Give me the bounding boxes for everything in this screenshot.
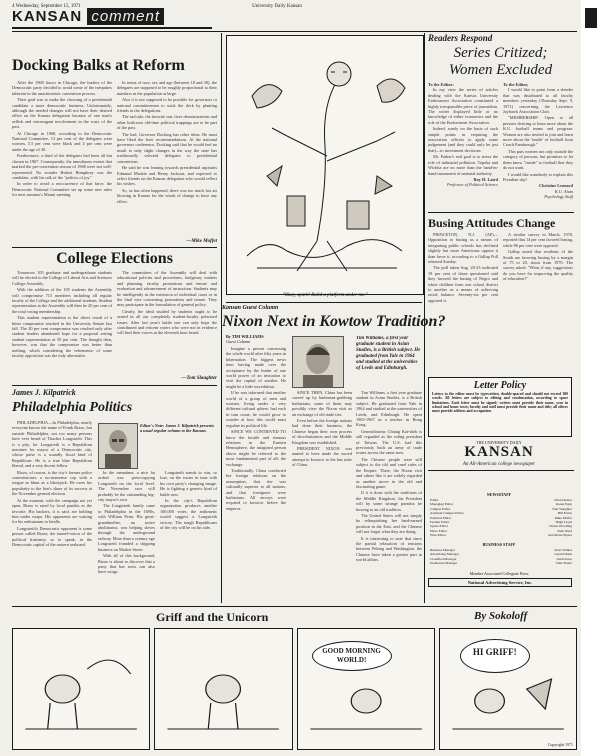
advertising-service-box: National Advertising Service, Inc. xyxy=(428,578,572,587)
news-headline: Busing Attitudes Change xyxy=(428,216,556,230)
column-col-2: In the meantime, a nice fat ordeal was preoccupying Longstreth on the local level. The November race will probably be the outstanding big-city mayor's race. The Longstreth family came to Philadelphia in the 1690s, with William Penn. His great-grandmother, an active abolitionist, was helping slaves through the underground railway. More than a century ago Longstreth founded a shipping business on Market Street. With all of this background, Rizzo is about to discover that a party that has roots can also have wings. xyxy=(98,470,155,575)
editorial-headline: Docking Balks at Reform xyxy=(12,57,185,74)
guest-photo xyxy=(292,336,344,388)
letter-policy-box xyxy=(428,377,572,437)
staff-row: Photo Editor Rick Ward xyxy=(430,528,572,533)
comic-panel-2 xyxy=(154,628,292,750)
masthead-rule xyxy=(12,27,212,29)
divider xyxy=(428,212,574,213)
portrait-illustration xyxy=(99,424,137,468)
staff-row: Editor David Rotter xyxy=(430,498,572,502)
editorial-byline: —Tom Slaughter xyxy=(181,376,217,381)
comics-rule xyxy=(12,606,577,607)
divider xyxy=(226,302,422,303)
newsstaff-label: NEWSSTAFF xyxy=(486,492,512,497)
cartoon-illustration xyxy=(227,36,423,294)
editorial-headline: College Elections xyxy=(56,250,173,267)
comic-strip xyxy=(12,628,577,750)
guest-column-headline: Nixon Next in Kowtow Tradition? xyxy=(222,313,446,330)
column-col-1: PHILADELPHIA—In Philadelphia, nearly everyone knows the name of Frank Rizzo, but outside Philadelphia, not too many persons have ever heard of Thacher Longstreth. This is a pity, for Longstreth is a Republican nominee for mayor of a Democratic city, whose pulse is a soundly fiscal kind of Republican. He is a true blue Republican liberal, and a very decent fellow. Rizzo, of course, is the city's former police commissioner, a no-nonsense cop with a tongue as blunt as a blackjack. He owes his popularity to the lion's share of its success at the November general election. At the moment, with the campaign not yet open, Rizzo is rated by local pundits as the favorite. His backers, it is said, are holding him under wraps. His opponents are waiting for his enthusiasm to kindle. Longstreth's Democratic opponent is some person called Rizzo; the tunnel-vision of the political fraternity, so to speak, in the Democratic capital of the eastern seaboard. xyxy=(12,420,92,547)
news-col-1: PRINCETON, N.J. (AP)—Opposition to busing as a means of integrating public schools has declined slightly but more Americans oppose it than favor it, according to a Gallup Poll released Sunday. The poll taken Aug. 20-23 indicated 19 per cent of those questioned said they favored the busing of Negro and white children from one school district to another as a means of achieving racial balance. Seventy-six per cent opposed it. xyxy=(428,232,498,303)
readers-headline: Series Critized; Women Excluded xyxy=(448,45,553,78)
staff-row: Assistant Campus Editor Bill Erwin xyxy=(430,511,572,516)
comic-panel-3 xyxy=(297,628,435,750)
letter-2: To the Editor, I would like to point from a slender that was distributed to all faculty members yesterday (Thursday Sept. 9, 1971) concerning the Lawrence Jayhawk Association Club. "MEMBERSHIP: Open to all persons desiring to learn more about the K.U. football teams and program. Women are also invited to join and learn more about the 'inside' of football from Coach Fambrough." This puts women not only outside the category of persons, but promises to let them know "inside" to football that they do not want. I would like somebody to explain this Freudian slip! Christine Leonard K.U. Alum Psychology Staff xyxy=(503,82,573,200)
readers-label: Readers Respond xyxy=(428,33,493,43)
member-line: Member Associated Collegiate Press xyxy=(469,571,529,576)
staff-row: Business Manager Peter Walker xyxy=(430,548,572,552)
staffbox-kicker: THE UNIVERSITY DAILY xyxy=(476,440,522,445)
editorial-body xyxy=(12,270,217,376)
portrait-illustration xyxy=(293,337,343,387)
divider xyxy=(428,470,574,471)
staff-row: Feature Editor Hugh Lloyd xyxy=(430,520,572,525)
comic-art xyxy=(13,629,149,749)
editorial-col-2: The committees of the Assembly will deal with educational policies and procedures, budgetary matters and planning, faculty promotions and tenure and evaluation and advancement of instruction. Students may be intelligently in the extension of individual cases or in the final vote concerning promotions and tenure. They may participate in the formulation of general policy. Clearly, the ideal studied by students ought to be seated in all our completely student-faculty polarized issues. After last year's battle one can only hope the contributed and reticent voters who were not in evidence will find their voices at the eleventh hour heard. xyxy=(117,270,217,336)
comic-byline: By Sokoloff xyxy=(474,610,528,622)
guest-col-3: Tim Williams, a first year graduate student in Asian Studies, is a British subject. He graduated from Yale in 1964 and studied at the universities of Leeds, and Edinburgh. He spent 1965-1967 as a teacher in Hong Kong. Generalissimo Chiang Kai-shek is still regarded as the ruling president of Taiwan. The U.S. had this previously built an army of trade routes across the same area. The Chinese people were still subject to the old and cruel rules of the Empire. There, the Nixon visit and others like it are widely regarded as another move in the old and fascinating game. If it is done with the traditions of the Middle Kingdom, the President will by some strange paradox be bowing to an old tradition. The United States will not simply be relinquishing her hard-earned position in the East, and the Chinese will not forget what they are doing. It is interesting to note that since the partial relaxation of tensions between Peking and Washington, the Chinese have taken a greater part in world affairs. xyxy=(356,390,422,563)
adjacent-page-block xyxy=(585,8,597,28)
page-folio: 4 Wednesday, September 15, 1971 University Daily Kansan xyxy=(12,4,302,9)
comic-art xyxy=(155,629,291,749)
divider xyxy=(12,385,217,386)
staff-row: Promotion Manager Dale Fisher xyxy=(430,561,572,566)
column-col-3: Longstreth stands to win, or lose, on the issues in tune with his own party's changing image. He is fighting a generic kind of battle now. In the city's Republican organization produces another 100,000 votes, the arithmetic would suggest a Longstreth victory. The tough Republicans of the city will be on his side. xyxy=(160,470,217,531)
staff-row: Editorial Editor Mike Moffet xyxy=(430,515,572,520)
section-masthead: KANSAN comment xyxy=(12,8,164,25)
staffbox-subtitle: An All-American college newspaper xyxy=(462,462,536,467)
comic-title: Griff and the Unicorn xyxy=(156,610,269,624)
guest-column-label: Kansan Guest Column xyxy=(222,305,279,311)
editorial-col-2: In terms of race, sex and age (between 18 and 30), the delegates are supposed to be roughly proportional to their numbers in the population at large. Also it is not supposed to be possible for governors or national committeemen to stack the deck by planting friends in the delegations. The sad rule, the favorite son, fiver demonstrations and other ludicrous old-time political trappings are to be part of the past. The bad, Governor Docking has other ideas. He must have liked the fixer recommendations. At the national governors conference, Docking said that he would feel no insult to only slight changes in the way the state has traditionally selected delegates to presidential conventions. He said he was leaning towards presidential aspirants Edmund Muskie and Henry Jackson, and expected to select friends on the Kansas delegation who would reflect his wishes. So, as has often happened, there was too much hot air blowing in Kansas for the winds of change to have any effect. xyxy=(117,80,217,204)
staff-row: Classified Manager Linda Kern xyxy=(430,556,572,561)
staff-row: Campus Editor Tom Slaughter xyxy=(430,506,572,511)
staff-row: Wire Editor Ann Marie Elpers xyxy=(430,533,572,538)
editorial-col-1: After the 1968 fiasco in Chicago, the leaders of the Democratic party decided to avoid some of the inequities inherent in the anachronistic convention process. Their goal was to make the choosing of a presidential candidate a more democratic business. Unfortunately, although the needed changes will not have their desired effect on the Kansas delegation because of one man's selfish and extravagant involvement in the ways of the past. At Chicago in 1968, according to the Democratic National Committee, 13 per cent of the delegates were women, 5.5 per cent were black and 4 per cent were under the age of 30. Furthermore, a third of the delegates had been all but chosen in 1967. Consequently, the tumultuous events that marked the pre-convention season of 1968 were not well-represented. No wonder Hubert Humphrey was the candidate, with his talk of the "politics of joy." In order to avoid a reoccurrence of that farce, the Democratic National Committee set up some new rules for next summer's Miami meeting. xyxy=(12,80,112,198)
letter-policy-body: Letters to the editor must be typewritten, double-spaced and should not exceed 300 words. All letters are subject to editing and condensation, according to space limitations. Each letter must be signed; writers must provide their name, year in school and home town; faculty and staff must provide their name and title; all others must provide address and occupation. xyxy=(432,392,568,414)
guest-pullquote: Tim Williams, a first year graduate student in Asian Studies, is a British subject. He graduated from Yale in 1964 and studied at the universities of Leeds and Edinburgh. xyxy=(356,336,421,371)
staffbox-fineprint xyxy=(428,472,574,490)
newsstaff-list xyxy=(430,498,572,538)
top-rule xyxy=(12,31,577,32)
letter-policy-title: Letter Policy xyxy=(473,380,527,391)
editorial-body xyxy=(12,80,217,242)
news-col-2: A similar survey in March, 1970, reported that 14 per cent favored busing, while 86 per cent were opposed. Gallup noted that residents of the South are favoring busing by a margin of 75 to 20, down from 1970. The survey asked: "What, if any, suggestions do you have for improving the quality of education?" xyxy=(503,232,573,282)
divider xyxy=(12,247,217,248)
guest-col-1: Imagine a person canvassing the whole world after fifty years in hibernation. The biggest news item having made over the acceptance by the leader of one world power of an invitation to visit the capital of another. He might be a little incredulous. If he was informed that another world of a group of men and women, living under a very different cultural sphere, had each in turn come, he would grow to wonder at how this world must regulate its political life. SINCE WE CONTRIVED TO know the hostile and tenuous relations in the Eastern Hemisphere, the imagined person above might be referred to the most fundamental part of all: the exchange. Traditionally, China conducted her foreign relations on the assumption, that she was culturally superior to all nations, and that foreigners were barbarians. All envoys were required to kowtow before the emperor. xyxy=(226,346,286,511)
comic-panel-4 xyxy=(439,628,577,750)
bizstaff-label: BUSINESS STAFF xyxy=(482,542,516,547)
columnist-name: James J. Kilpatrick xyxy=(12,388,76,397)
editorial-col-1: Tomorrow 105 graduate and undergraduate students will be elected to the College of Liberal Arts and Sciences College Assembly. With the addition of the 105 students the Assembly will compromise 715 members including all regular faculty of the College and the additional students. Student representation in the Assembly will then be 20 per cent of the total voting membership. This student representation is the direct result of a bitter compromise reached in the University Senate last fall. The 20 per cent compromise was reached only after student leaders abandoned hope for a proposal setting student representation at 50 per cent. The thought then, however, was that the compromise was better than nothing, which considering the vehemence of some faculty opposition was the only alternative. xyxy=(12,270,112,359)
editorial-byline: —Mike Moffet xyxy=(186,239,217,244)
staff-row: Sports Editor Chuck Woodling xyxy=(430,524,572,529)
staffbox-title: KANSAN xyxy=(464,444,534,460)
guest-col-2: SINCE THEN, China has been carved up by barbarian-grabbing barbarians, some of them may possibly view the Nixon visit as an exchange of old trade ties. Even before the foreign nations had done their business, the Chinese began their own process of decolonization and the Middle Kingdom was established. PRESIDENT NIXON was named to have made the sacred attempt to kowtow to the last ruler of China. xyxy=(292,390,352,468)
speech-balloon: HI GRIFF! xyxy=(460,639,530,673)
staff-row: Advertising Manager Gerald Dunn xyxy=(430,552,572,557)
photo-caption: Editor's Note: James J. Kilpatrick presents a usual regular column to the Kansan. xyxy=(140,423,214,433)
editorial-cartoon xyxy=(226,35,424,295)
comic-panel-1 xyxy=(12,628,150,750)
staff-row: Managing Editor Karen Egan xyxy=(430,502,572,507)
comic-copyright: Copyright 1971 xyxy=(547,742,573,747)
section-label: comment xyxy=(87,8,164,25)
columnist-photo xyxy=(98,423,138,469)
speech-balloon: GOOD MORNING WORLD! xyxy=(312,641,392,671)
adjacent-page-edge xyxy=(581,0,600,756)
column-headline: Philadelphia Politics xyxy=(12,400,133,415)
cartoon-caption: "Okay, spark! Build a platform under me." xyxy=(282,293,368,298)
news-body xyxy=(428,232,574,372)
guest-byline: By TIM WILLIAMS Guest Column xyxy=(226,334,264,344)
bizstaff-list xyxy=(430,548,572,566)
letter-1: To the Editor: In my view the series of articles dealing with the Kansas University Endowment Association constituted a highly irresponsible piece of journalism. The writer displayed little or no knowledge of either economics and the role of the Endowment Association. Indeed, surely on the basis of such simple points as requiring the association officers to apply some judgement (and they could only be just that)—to investment decisions. Mr. Parker's real goal is to stress the role of industrial pollution. Topeka and Wichita are no more than the hand-in-hand instrument of national authority. Roy H. Laird Professor of Political Science xyxy=(428,82,498,188)
